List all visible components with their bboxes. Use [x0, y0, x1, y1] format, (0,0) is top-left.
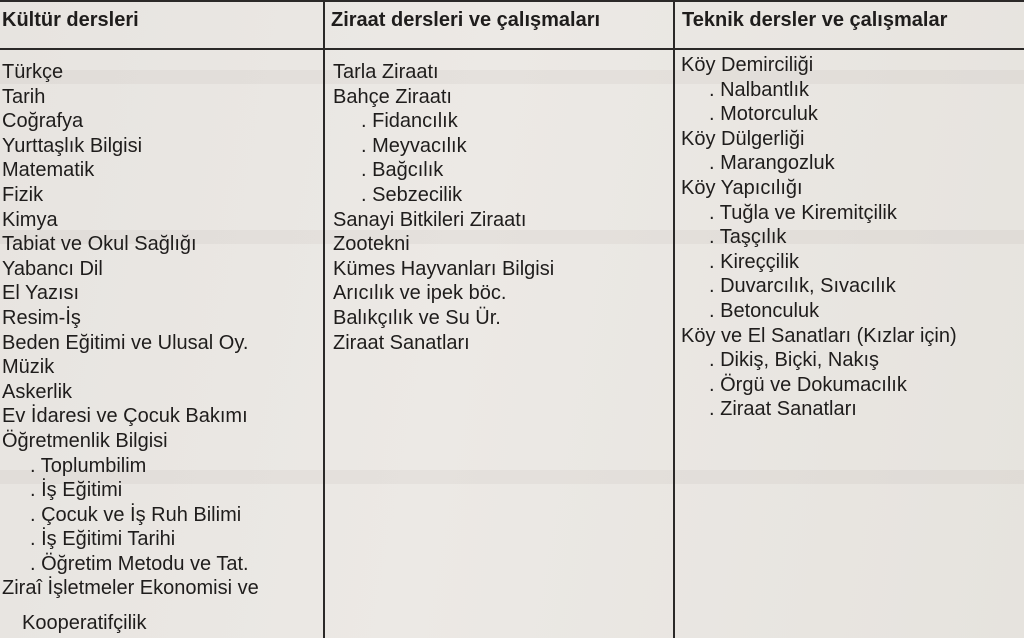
subject-subitem: . Marangozluk	[709, 152, 835, 175]
subject-item: Tarla Ziraatı	[333, 61, 439, 83]
subject-subitem: . Nalbantlık	[709, 78, 810, 101]
table-top-rule	[0, 0, 1024, 2]
subject-subitem: . Taşçılık	[709, 226, 787, 249]
subject-item: Kimya	[2, 208, 58, 231]
subject-item: Askerlik	[2, 380, 73, 403]
subject-subitem: . İş Eğitimi	[30, 479, 123, 502]
subject-subitem: . Örgü ve Dokumacılık	[709, 373, 907, 396]
column-header-teknik: Teknik dersler ve çalışmalar	[682, 9, 948, 31]
subject-item: Öğretmenlik Bilgisi	[2, 429, 168, 452]
subject-item: Kümes Hayvanları Bilgisi	[333, 257, 555, 280]
subject-item: Matematik	[2, 159, 95, 182]
subject-item: Arıcılık ve ipek böc.	[333, 282, 507, 305]
subject-subitem: . Motorculuk	[709, 103, 818, 126]
subject-item: Bahçe Ziraatı	[333, 85, 452, 108]
subject-item: Tarih	[2, 85, 46, 108]
subject-subitem: . Bağcılık	[361, 159, 444, 182]
subject-subitem: . Meyvacılık	[361, 134, 467, 157]
subject-item: Yurttaşlık Bilgisi	[2, 134, 143, 157]
subject-item: Beden Eğitimi ve Ulusal Oy.	[2, 331, 249, 354]
subject-item: Ev İdaresi ve Çocuk Bakımı	[2, 405, 248, 428]
header-rule	[0, 48, 1024, 50]
subject-item: Zootekni	[333, 233, 410, 256]
subject-item: Türkçe	[2, 61, 64, 83]
subject-subitem: . İş Eğitimi Tarihi	[30, 528, 176, 551]
subject-item: Coğrafya	[2, 110, 84, 133]
subject-subitem: Kooperatifçilik	[22, 612, 147, 635]
subject-subitem: . Fidancılık	[361, 110, 458, 133]
ziraat-dersleri-list	[333, 60, 554, 355]
subject-subitem: . Duvarcılık, Sıvacılık	[709, 275, 896, 298]
subject-item: Köy Dülgerliği	[681, 127, 805, 150]
subject-subitem: . Dikiş, Biçki, Nakış	[709, 349, 880, 372]
subject-item: Fizik	[2, 183, 44, 206]
subject-item: Resim-İş	[2, 306, 81, 329]
kultur-dersleri-list	[2, 60, 259, 636]
subject-item: El Yazısı	[2, 282, 80, 305]
subject-subitem: . Toplumbilim	[30, 454, 147, 477]
subject-item: Sanayi Bitkileri Ziraatı	[333, 208, 527, 231]
subject-item: Köy Demirciliği	[681, 54, 814, 76]
column-header-ziraat: Ziraat dersleri ve çalışmaları	[331, 9, 601, 31]
subject-item: Yabancı Dil	[2, 257, 103, 280]
subject-subitem: . Tuğla ve Kiremitçilik	[709, 201, 897, 224]
subject-subitem: . Betonculuk	[709, 299, 820, 322]
subject-item: Müzik	[2, 356, 55, 379]
subject-subitem: . Sebzecilik	[361, 183, 463, 206]
subject-item: Ziraî İşletmeler Ekonomisi ve	[2, 577, 259, 600]
subject-item: Tabiat ve Okul Sağlığı	[2, 233, 197, 256]
subject-subitem: . Ziraat Sanatları	[709, 398, 857, 421]
subject-item: Balıkçılık ve Su Ür.	[333, 306, 501, 329]
column-divider	[323, 0, 325, 638]
subject-subitem: . Çocuk ve İş Ruh Bilimi	[30, 503, 242, 526]
column-header-kultur: Kültür dersleri	[2, 9, 139, 31]
subject-item: Köy ve El Sanatları (Kızlar için)	[681, 324, 957, 347]
subject-item: Köy Yapıcılığı	[681, 176, 803, 199]
teknik-dersler-list	[681, 53, 957, 422]
subject-subitem: . Öğretim Metodu ve Tat.	[30, 552, 249, 575]
subject-subitem: . Kireççilik	[709, 250, 800, 273]
column-divider	[673, 0, 675, 638]
subject-item: Ziraat Sanatları	[333, 331, 470, 354]
